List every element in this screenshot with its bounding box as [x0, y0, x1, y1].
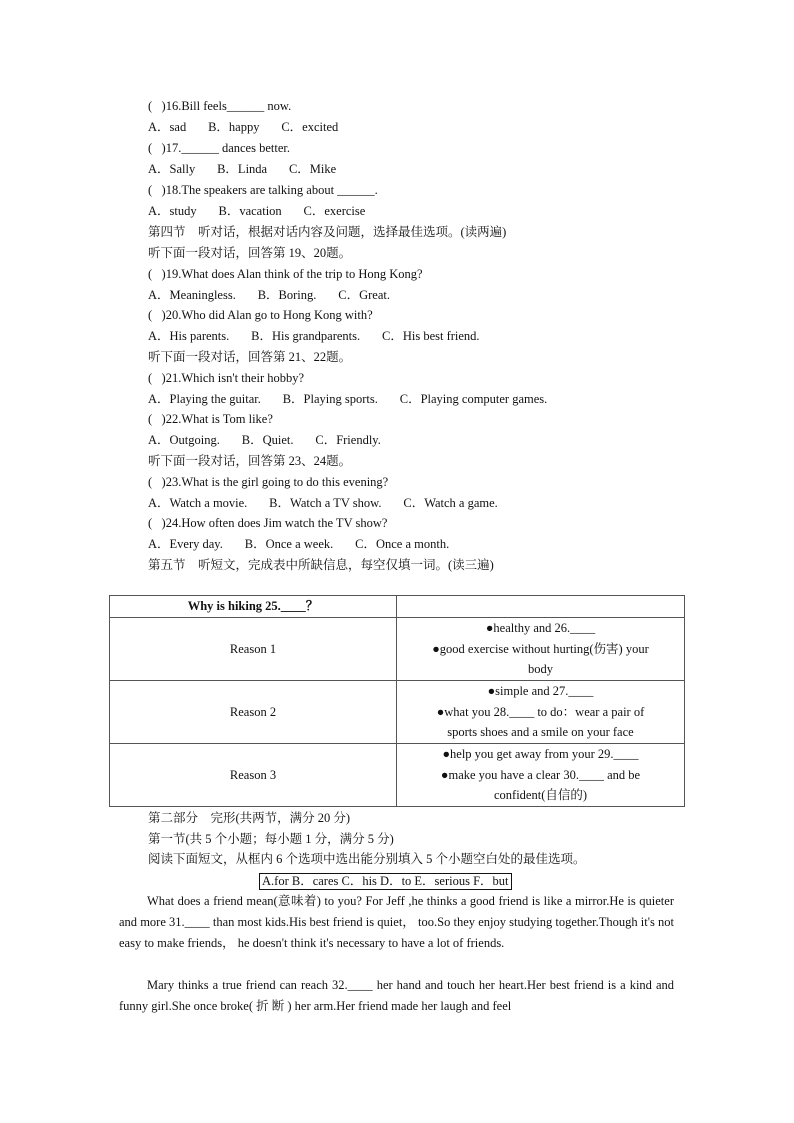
reason-line: sports shoes and a smile on your face — [447, 725, 634, 740]
question-16: ( )16.Bill feels______ now. — [148, 99, 292, 113]
question-21: ( )21.Which isn't their hobby? — [148, 371, 305, 385]
reason-label: Reason 2 — [110, 681, 397, 744]
table-row — [110, 618, 685, 681]
question-24: ( )24.How often does Jim watch the TV show? — [148, 516, 388, 530]
table-header-empty — [397, 596, 685, 618]
table-row — [110, 681, 685, 744]
reason-label: Reason 3 — [110, 744, 397, 807]
section-4-heading: 第四节 听对话，根据对话内容及问题，选择最佳选项。(读两遍) — [148, 225, 507, 239]
section-5-heading: 第五节 听短文，完成表中所缺信息，每空仅填一词。(读三遍) — [148, 558, 494, 572]
reason-label: Reason 1 — [110, 618, 397, 681]
reason-line: ●help you get away from your 29.____ — [442, 747, 639, 762]
question-21-options: A．Playing the guitar. B．Playing sports. C．Playing computer games. — [148, 392, 548, 406]
reason-line: ●healthy and 26.____ — [485, 621, 596, 636]
section-4-intro-1: 听下面一段对话，回答第 19、20题。 — [148, 246, 352, 260]
reason-details — [397, 681, 685, 744]
question-22-options: A．Outgoing. B．Quiet. C．Friendly. — [148, 433, 381, 447]
table-header-question: Why is hiking 25.____？ — [110, 596, 397, 618]
question-18: ( )18.The speakers are talking about ______. — [148, 183, 378, 197]
reason-line: body — [528, 662, 553, 677]
question-17-options: A．Sally B．Linda C．Mike — [148, 162, 337, 176]
table-header-row — [110, 596, 685, 618]
section-4-intro-3: 听下面一段对话，回答第 23、24题。 — [148, 454, 352, 468]
part-2-instruction: 阅读下面短文，从框内 6 个选项中选出能分别填入 5 个小题空白处的最佳选项。 — [148, 852, 586, 866]
question-24-options: A．Every day. B．Once a week. C．Once a month. — [148, 537, 450, 551]
question-20-options: A．His parents. B．His grandparents. C．His best friend. — [148, 329, 480, 343]
hiking-table — [109, 595, 685, 807]
reason-line: ●what you 28.____ to do：wear a pair of — [436, 704, 645, 719]
reason-line: ●simple and 27.____ — [487, 684, 594, 699]
reason-line: confident(自信的) — [493, 788, 588, 803]
question-19: ( )19.What does Alan think of the trip to Hong Kong? — [148, 267, 423, 281]
question-22: ( )22.What is Tom like? — [148, 412, 273, 426]
question-18-options: A．study B．vacation C．exercise — [148, 204, 366, 218]
question-23-options: A．Watch a movie. B．Watch a TV show. C．Watch a game. — [148, 496, 498, 510]
passage-paragraph-2: Mary thinks a true friend can reach 32.____ her hand and touch her heart.Her best friend is a kind and funny girl.She once broke( 折 断 ) her arm.Her friend made her laugh and feel — [119, 978, 674, 1013]
section-4-intro-2: 听下面一段对话，回答第 21、22题。 — [148, 350, 352, 364]
question-16-options: A．sad B．happy C．excited — [148, 120, 339, 134]
question-17: ( )17.______ dances better. — [148, 141, 290, 155]
reason-line: ●make you have a clear 30.____ and be — [440, 767, 641, 782]
passage-paragraph-1: What does a friend mean(意味着) to you? For Jeff ,he thinks a good friend is like a mirror.He is quieter and more 31.____ than most kids.His best friend is quiet， too.So they enjoy studying together.Though it's not easy to make friends， he doesn't think it's necessary to have a lot of friends. — [119, 894, 674, 950]
word-options-box: A.for B．cares C．his D．to E．serious F．but — [259, 873, 512, 890]
reason-line: ●good exercise without hurting(伤害) your — [432, 641, 649, 656]
question-19-options: A．Meaningless. B．Boring. C．Great. — [148, 288, 390, 302]
part-2-heading: 第二部分 完形(共两节，满分 20 分) — [148, 811, 351, 825]
table-row — [110, 744, 685, 807]
question-20: ( )20.Who did Alan go to Hong Kong with? — [148, 308, 373, 322]
reason-details — [397, 744, 685, 807]
reason-details — [397, 618, 685, 681]
question-23: ( )23.What is the girl going to do this evening? — [148, 475, 389, 489]
part-2-section-1: 第一节(共 5 个小题；每小题 1 分，满分 5 分) — [148, 832, 394, 846]
